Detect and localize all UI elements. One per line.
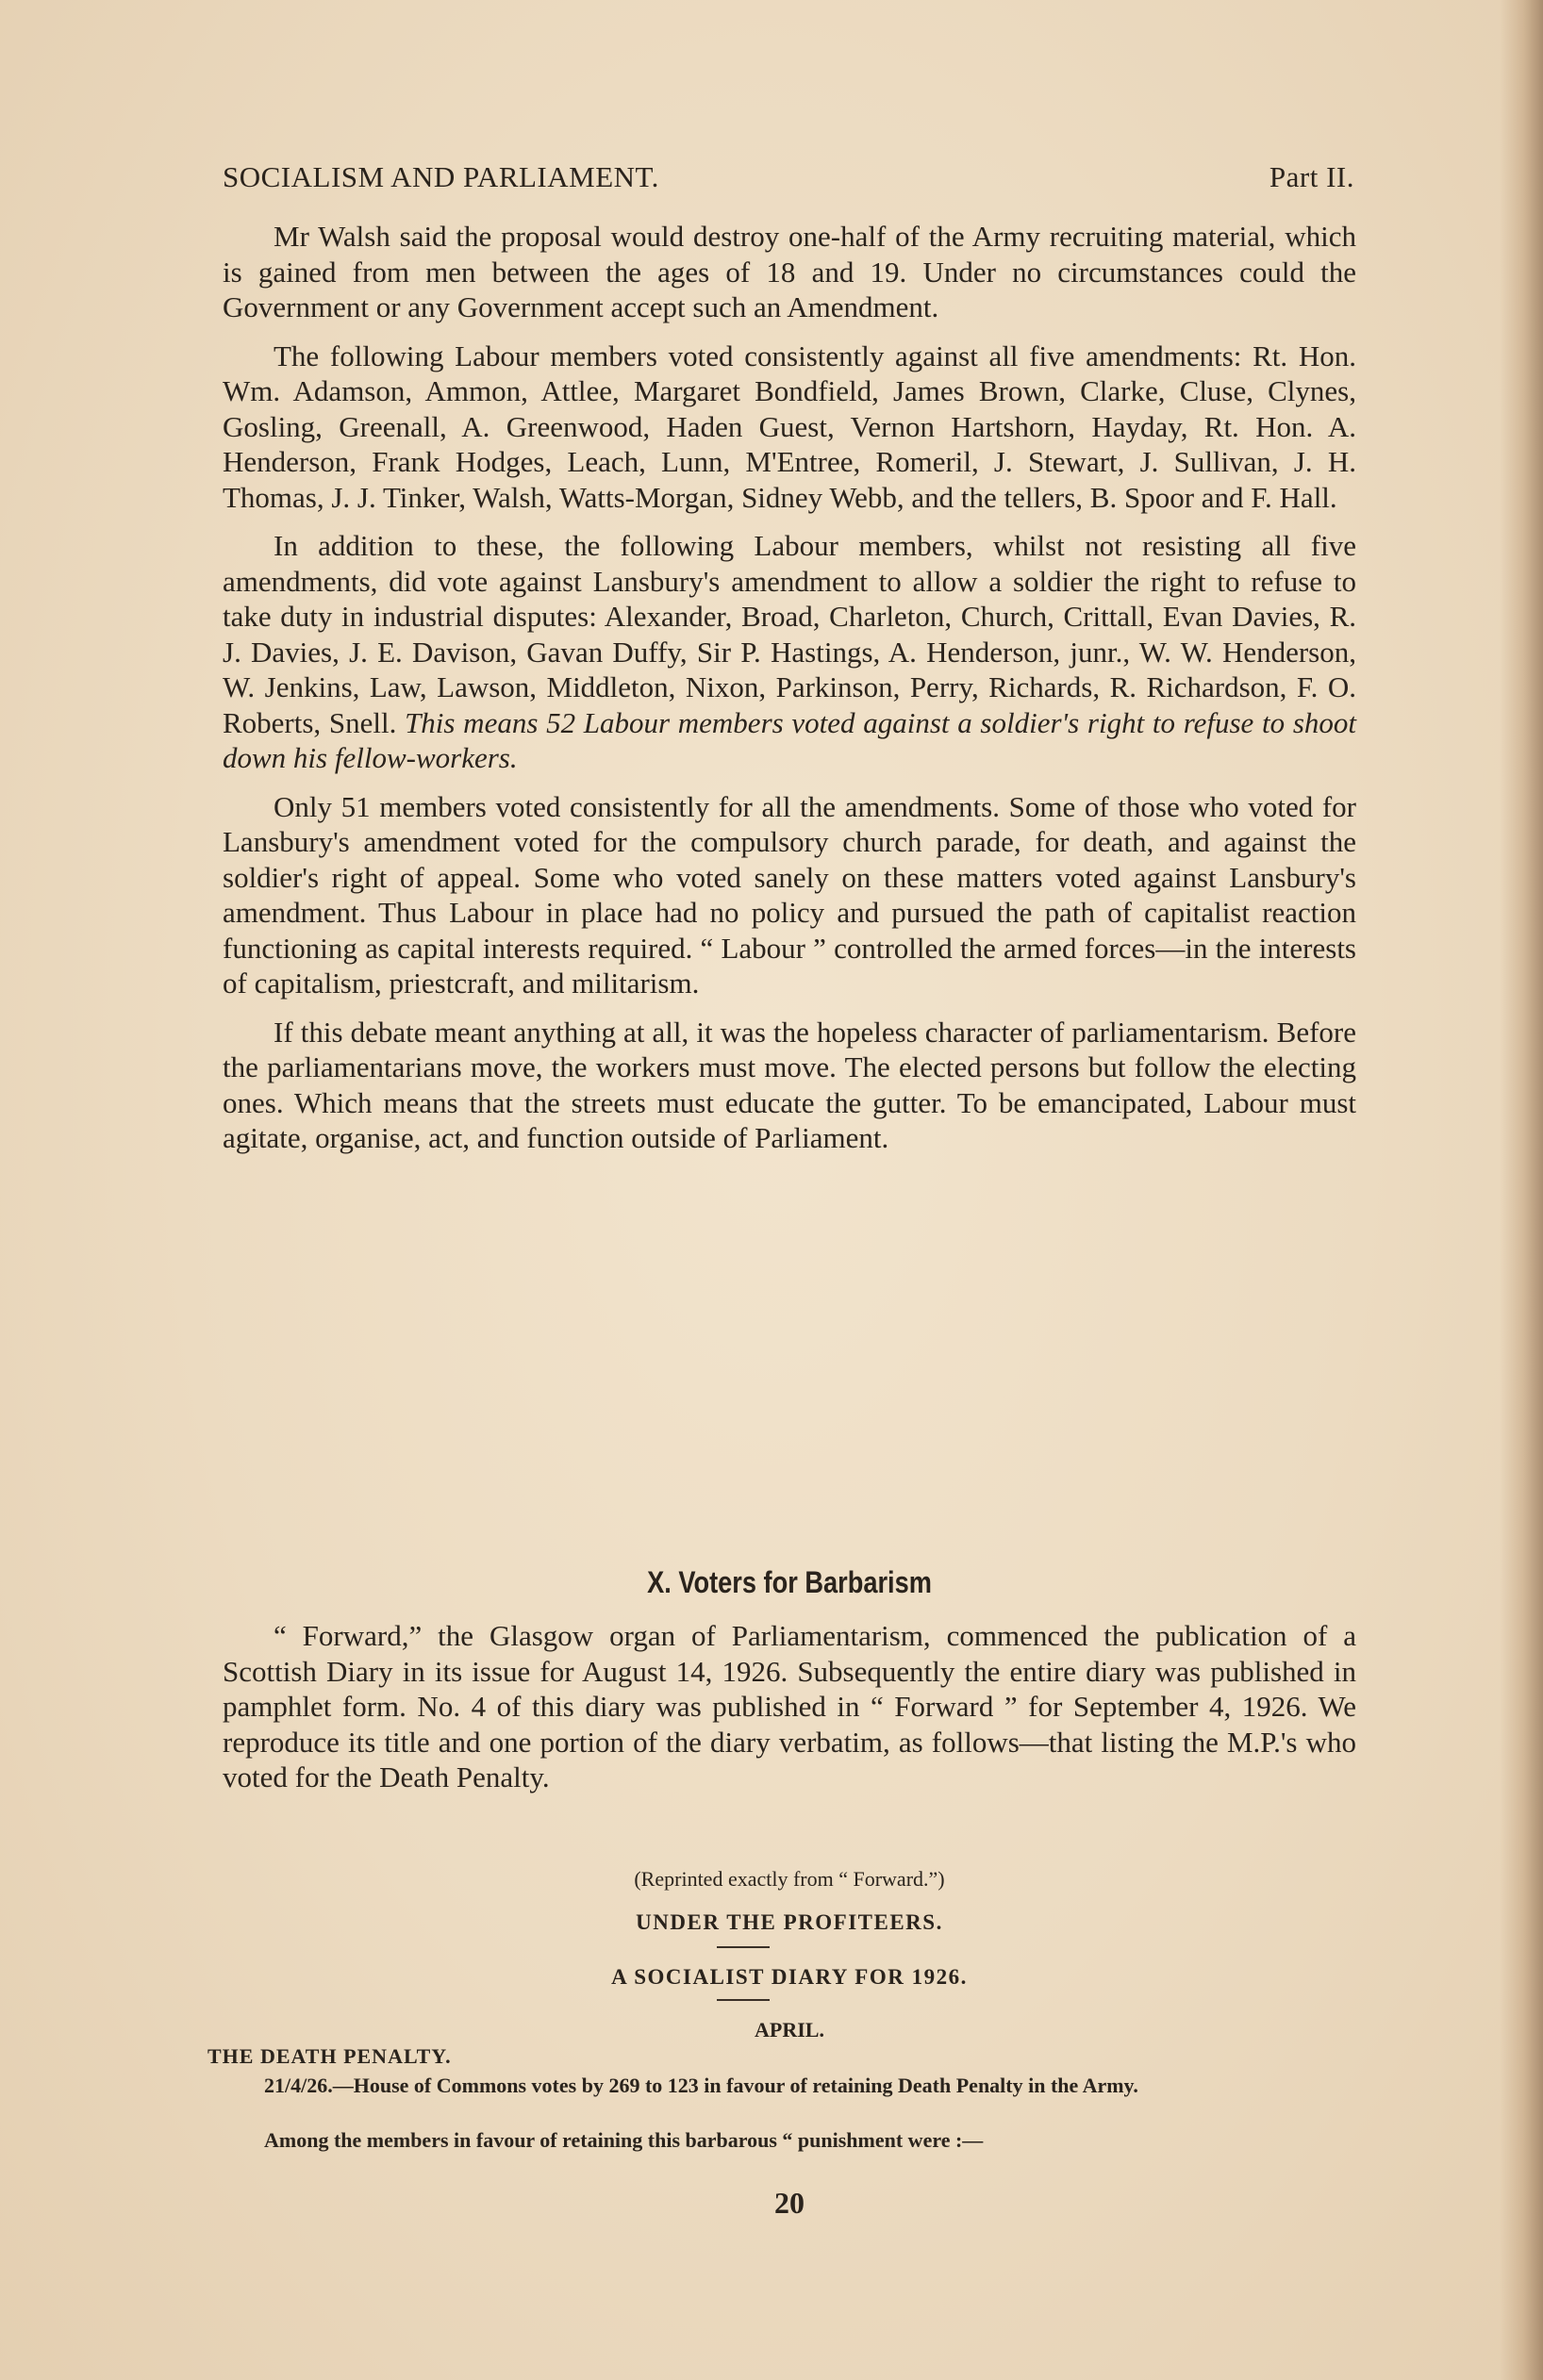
reprint-note: (Reprinted exactly from “ Forward.”): [634, 1867, 945, 1891]
section-title: X. Voters for Barbarism: [647, 1565, 932, 1599]
part-label: Part II.: [1269, 160, 1354, 193]
paragraph-voted-against: The following Labour members voted consistently against all five amendments: Rt. Hon. Wm. Adamson, Ammon, Attlee, Margaret Bondfield, James Brown, Clarke, Cluse, Clynes, Gosling, Greenall, A. Greenwood, Haden Guest, Vernon Hartshorn, Hayday, Rt. Hon. A. Henderson, Frank Hodges, Leach, Lunn, M'Entree, Romeril, J. Stewart, J. Sullivan, J. H. Thomas, J. J. Tinker, Walsh, Watts-Morgan, Sidney Webb, and the tellers, B. Spoor and F. Hall.: [223, 339, 1356, 514]
diary-title: UNDER THE PROFITEERS.: [636, 1910, 943, 1934]
diary-entry: [207, 2074, 1339, 2097]
diary-among-text: Among the members in favour of retaining this barbarous “ punishment were :—: [264, 2128, 984, 2152]
page-number: 20: [774, 2186, 805, 2220]
body-text: [223, 219, 1356, 1169]
paragraph-forward: “ Forward,” the Glasgow organ of Parliamentarism, commenced the publication of a Scottish Diary in its issue for August 14, 1926. Subsequently the entire diary was published in pamphlet form. No. 4 of this diary was published in “ Forward ” for September 4, 1926. We reproduce its title and one portion of the diary verbatim, as follows—that listing the M.P.'s who voted for the Death Penalty.: [223, 1619, 1356, 1793]
diary-subtitle: A SOCIALIST DIARY FOR 1926.: [611, 1965, 968, 1989]
diary-heading: THE DEATH PENALTY.: [207, 2044, 452, 2068]
running-title: SOCIALISM AND PARLIAMENT.: [223, 160, 659, 193]
diary-month: APRIL.: [755, 2018, 824, 2041]
paragraph-only-51: Only 51 members voted consistently for all the amendments. Some of those who voted for Lansbury's amendment voted for the compulsory church parade, for death, and against the soldier's right of appeal. Some who voted sanely on these matters voted against Lansbury's amendment. Thus Labour in place had no policy and pursued the path of capitalist reaction functioning as capital interests required. “ Labour ” controlled the armed forces—in the interests of capitalism, priestcraft, and militarism.: [223, 789, 1356, 1000]
divider-rule: [717, 1946, 770, 1948]
paragraph-walsh: Mr Walsh said the proposal would destroy one-half of the Army recruiting material, which is gained from men between the ages of 18 and 19. Under no circumstances could the Government or any Government accept such an Amendment.: [223, 220, 1356, 323]
emphasis-text: This means 52 Labour members voted against a soldier's right to refuse to shoot down his fellow-workers.: [223, 705, 1356, 774]
paragraph-in-addition: [223, 528, 1356, 776]
paragraph-in-addition-text: In addition to these, the following Labour members, whilst not resisting all five amendments, did vote against Lansbury's amendment to allow a soldier the right to refuse to take duty in industrial disputes: Alexander, Broad, Charleton, Church, Crittall, Evan Davies, R. J. Davies, J. E. Davison, Gavan Duffy, Sir P. Hastings, A. Henderson, junr., W. W. Henderson, W. Jenkins, Law, Lawson, Middleton, Nixon, Parkinson, Perry, Richards, R. Richardson, F. O. Roberts, Snell.: [223, 529, 1356, 739]
paragraph-debate: If this debate meant anything at all, it was the hopeless character of parliamentarism. Before the parliamentarians move, the workers must move. The elected persons but follow the electing ones. Which means that the streets must educate the gutter. To be emancipated, Labour must agitate, organise, act, and function outside of Parliament.: [223, 1015, 1356, 1154]
running-head: [223, 143, 1354, 194]
divider-rule: [717, 1999, 770, 2001]
diary-among: [207, 2129, 1339, 2152]
section-body: [223, 1618, 1356, 1809]
diary-entry-text: 21/4/26.—House of Commons votes by 269 to 123 in favour of retaining Death Penalty in the Army.: [264, 2074, 1138, 2097]
